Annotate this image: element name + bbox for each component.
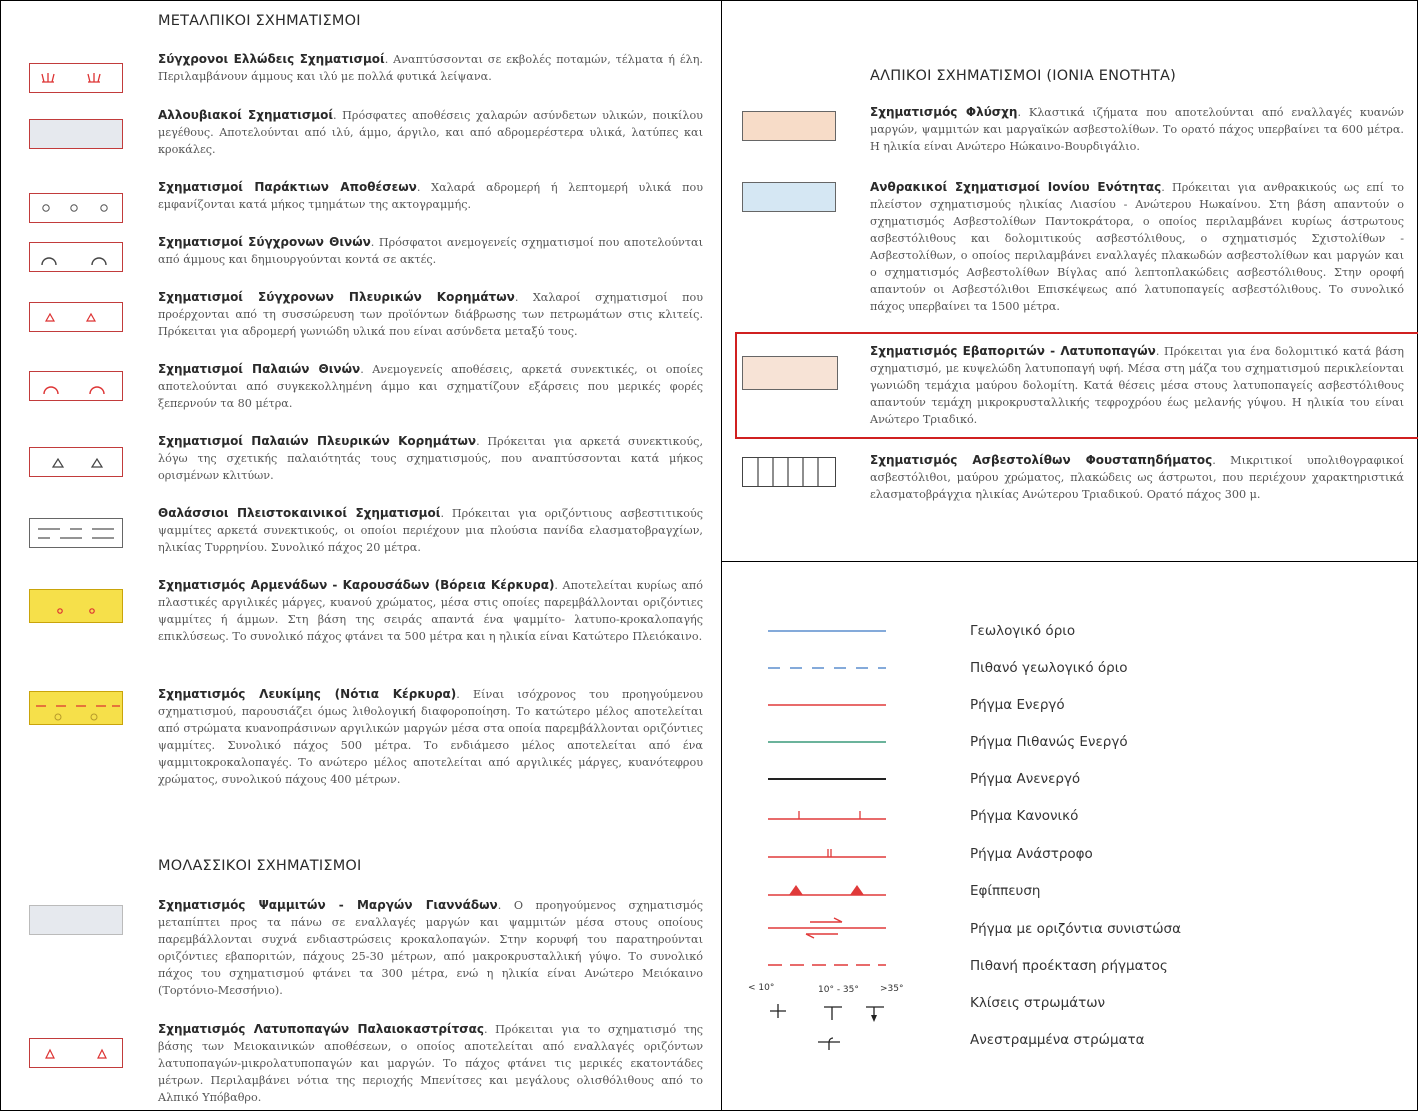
entry-coastal: Σχηματισμοί Παράκτιων Αποθέσεων. Χαλαρά αδρομερή ή λεπτομερή υλικά που εμφανίζονται κατά μήκος τμημάτων της ακτογραμμής.: [158, 180, 703, 211]
swatch-old-dunes: [29, 371, 123, 401]
entry-paleokastritsa: Σχηματισμός Λατυποπαγών Παλαιοκαστρίτσας. Πρόκειται για το σχηματισμό της βάσης των Μειοκαινικών αποθέσεων, ο οποίος αποτελείται από εναλλαγές οριζόντων λατυποπαγών-μικρολατυποπαγών και μαργών. Το πάχος φτάνει τις μερικές εκατοντάδες μέτρων. Περιλαμβάνει νότια της περιοχής Μπενίτσες και μεγάλους ολισθόλιθους από το Αλπικό Υπόβαθρο.: [158, 1022, 703, 1104]
legend-label: Ρήγμα με οριζόντια συνιστώσα: [970, 921, 1181, 937]
entry-foustapidima: Σχηματισμός Ασβεστολίθων Φουσταπηδήματος. Μικριτικοί υπολιθογραφικοί ασβεστόλιθοι, μαύρου χρώματος, πλακώδεις ως άστρωτοι, που περιέχουν χαρακτηριστικά ελασματοβράγχια ηλικίας Ανώτερου Τριαδικού. Ορατό πάχος 300 μ.: [870, 453, 1404, 501]
swatch-recent-dunes: [29, 242, 123, 272]
section-title-alpine: ΑΛΠΙΚΟΙ ΣΧΗΜΑΤΙΣΜΟΙ (ΙΟΝΙΑ ΕΝΟΤΗΤΑ): [870, 68, 1176, 84]
swatch-alluvial: [29, 119, 123, 149]
swatch-recent-scree: [29, 302, 123, 332]
legend-label: Εφίππευση: [970, 883, 1041, 899]
legend-label: Πιθανό γεωλογικό όριο: [970, 660, 1128, 676]
legend-label: Πιθανή προέκταση ρήγματος: [970, 958, 1168, 974]
dip-symbols: [762, 994, 902, 1026]
alpine-formations-panel: [722, 0, 1418, 562]
legend-label: Ρήγμα Κανονικό: [970, 808, 1079, 824]
dashes-circles-icon: [30, 692, 122, 724]
vertical-lines-icon: [743, 458, 837, 486]
arcs-icon: [30, 243, 122, 271]
triangles-icon: [30, 1039, 122, 1067]
overturned-beds-symbol: [812, 1030, 852, 1054]
swatch-pleistocene: [29, 518, 123, 548]
legend-label: Κλίσεις στρωμάτων: [970, 995, 1106, 1011]
reverse-fault-symbol: [762, 841, 892, 867]
dip-label-mid: 10° - 35°: [818, 985, 859, 995]
thrust-symbol: [762, 877, 892, 903]
probable-boundary-symbol: [762, 655, 892, 681]
swatch-paleokastritsa: [29, 1038, 123, 1068]
entry-giannades: Σχηματισμός Ψαμμιτών - Μαργών Γιαννάδων. Ο προηγούμενος σχηματισμός μεταπίπτει προς τα πάνω σε εναλλαγές μαργών και ψαμμιτών μέσα στους οποίους παρεμβάλλονται συχνά ενδιαστρώσεις κροκαλοπαγών. Στην κορυφή του παρατηρούνται οριζόντιες εβαποριτών, πάχους 25-30 μέτρων, από μακροκρυσταλλική γύψο. Το συνολικό πάχος του σχηματισμού φτάνει τα 300 μέτρα, ενώ η ηλικία είναι Ανώτερο Μειόκαινο (Τορτόνιο-Μεσσήνιο).: [158, 898, 703, 997]
section-title-molasse: ΜΟΛΑΣΣΙΚΟΙ ΣΧΗΜΑΤΙΣΜΟΙ: [158, 858, 362, 874]
inactive-fault-symbol: [762, 766, 892, 792]
swatch-carbonate: [742, 182, 836, 212]
swatch-flysch: [742, 111, 836, 141]
entry-recent-dunes: Σχηματισμοί Σύγχρονων Θινών. Πρόσφατοι ανεμογενείς σχηματισμοί που αποτελούνται από άμμους και δημιουργούνται κοντά σε ακτές.: [158, 235, 703, 266]
legend-label: Ρήγμα Πιθανώς Ενεργό: [970, 734, 1128, 750]
entry-recent-scree: Σχηματισμοί Σύγχρονων Πλευρικών Κορημάτων. Χαλαροί σχηματισμοί που προέρχονται από τη συσσώρευση των προϊόντων διάβρωσης των πετρωμάτων στις κλιτείς. Πρόκειται για αδρομερή γωνιώδη υλικά που είναι ασύνδετα μεταξύ τους.: [158, 290, 704, 338]
highlight-box: [735, 332, 1418, 439]
entry-old-dunes: Σχηματισμοί Παλαιών Θινών. Ανεμογενείς αποθέσεις, αρκετά συνεκτικές, οι οποίες αποτελούνται από συγκεκολλημένη άμμο και σχηματίζουν εξάρσεις που μερικές φορές ξεπερνούν τα 80 μέτρα.: [158, 362, 703, 410]
legend-label: Ρήγμα Ενεργό: [970, 697, 1065, 713]
active-fault-symbol: [762, 692, 892, 718]
entry-old-scree: Σχηματισμοί Παλαιών Πλευρικών Κορημάτων. Πρόκειται για αρκετά συνεκτικούς, λόγω της σχετικής παλαιότητάς τους σχηματισμούς, που αναπτύσσονται κατά μήκος ορισμένων κλιτύων.: [158, 434, 704, 482]
legend-label: Ρήγμα Ανάστροφο: [970, 846, 1093, 862]
section-title-metalpine: ΜΕΤΑΛΠΙΚΟΙ ΣΧΗΜΑΤΙΣΜΟΙ: [158, 13, 361, 29]
strike-slip-fault-symbol: [762, 913, 892, 943]
swatch-foustapidima: [742, 457, 836, 487]
entry-flysch: Σχηματισμός Φλύσχη. Κλαστικά ιζήματα που αποτελούνται από εναλλαγές κυανών μαργών, ψαμμιτών και μαργαϊκών ασβεστολίθων. Το ορατό πάχος υπερβαίνει τα 600 μέτρα. Η ηλικία είναι Ανώτερο Ηώκαινο-Βουρδιγάλιο.: [870, 105, 1404, 153]
normal-fault-symbol: [762, 803, 892, 829]
entry-marsh: Σύγχρονοι Ελλώδεις Σχηματισμοί. Αναπτύσσονται σε εκβολές ποταμών, τέλματα ή έλη. Περιλαμβάνουν άμμους και ιλύ με πολλά φυτικά λείψανα.: [158, 52, 703, 83]
probable-fault-extension-symbol: [762, 952, 892, 978]
geological-boundary-symbol: [762, 618, 892, 644]
swatch-marsh: [29, 63, 123, 93]
swatch-lefkimmi: [29, 691, 123, 725]
entry-lefkimmi: Σχηματισμός Λευκίμης (Νότια Κέρκυρα). Είναι ισόχρονος του προηγούμενου σχηματισμού, παρουσιάζει όμως λιθολογική διαφοροποίηση. Το κατώτερο μέλος αποτελείται από στρώματα κυανοπράσινων αργιλικών μαργών μέσα στα οποία παρεμβάλλονται οριζόντιες ψαμμίτες. Συνολικό πάχος 500 μέτρα. Το ενδιάμεσο μέλος αποτελείται από ένα ψαμμιτοκροκαλοπαγές. Το ανώτερο μέλος αποτελείται από αργιλικές μάργες, κυανότεφρου χρώματος, συνολικού πάχους 400 μέτρων.: [158, 687, 703, 786]
entry-carbonate: Ανθρακικοί Σχηματισμοί Ιονίου Ενότητας. Πρόκειται για ανθρακικούς ως επί το πλείστον σχηματισμούς ηλικίας Λιασίου - Ανώτερου Ηωκαίνου. Στη βάση απαντούν ο σχηματισμός Ασβεστολίθων Παντοκράτορα, ο οποίος περιλαμβάνει κυρίως άστρωτους ασβεστόλιθους και δολομιτικούς ασβεστόλιθους, ο σχηματισμός Σχιστολίθων - Ασβεστολίθων, ο οποίος περιλαμβάνει εναλλαγές πλακωδών ασβεστολίθων και μαργών και ο σχηματισμός Ασβεστολίθων Βίγλας από λεπτοπλακώδεις ασβεστόλιθους. Στην οροφή απαντούν οι Ασβεστόλιθοι Επισκέψεως από λατυποπαγείς ασβεστόλιθους. Το συνολικό πάχος υπερβαίνει τα 1500 μέτρα.: [870, 180, 1404, 313]
probably-active-fault-symbol: [762, 729, 892, 755]
triangles-icon: [30, 448, 122, 476]
swatch-giannades: [29, 905, 123, 935]
arcs-icon: [30, 372, 122, 400]
swatch-old-scree: [29, 447, 123, 477]
dip-label-low: < 10°: [748, 983, 775, 993]
line-symbols-legend: [722, 561, 1418, 1111]
entry-alluvial: Αλλουβιακοί Σχηματισμοί. Πρόσφατες αποθέσεις χαλαρών ασύνδετων υλικών, ποικίλου μεγέθους. Αποτελούνται από ιλύ, άμμο, άργιλο, και από αδρομερέστερα υλικά, λατύπες και κροκάλες.: [158, 108, 703, 156]
entry-pleistocene: Θαλάσσιοι Πλειστοκαινικοί Σχηματισμοί. Πρόκειται για οριζόντιους ασβεστιτικούς ψαμμίτες αρκετά συνεκτικούς, οι οποίοι περιέχουν μια πλούσια πανίδα ελασματοβραγχίων, ηλικίας Τυρρηνίου. Συνολικό πάχος 20 μέτρα.: [158, 506, 704, 554]
entry-evaporites: Σχηματισμός Εβαποριτών - Λατυποπαγών. Πρόκειται για ένα δολομιτικό κατά βάση σχηματισμό, με κυψελώδη λατυποπαγή υφή. Μέσα στη μάζα του σχηματισμού περικλείονται γωνιώδη τεμάχια μαύρου δολομίτη. Κατά θέσεις μέσα στους λατυποπαγείς ασβεστόλιθους απαντούν τεμάχη μικροκρυσταλλικής τεφροχρόου έως μελανής γύψου. Η ηλικία του είναι Ανώτερο Τριαδικό.: [870, 344, 1404, 426]
marsh-icon: [30, 64, 122, 92]
circles-icon: [30, 194, 122, 222]
dip-label-high: >35°: [880, 984, 904, 994]
dashes-icon: [30, 519, 122, 547]
swatch-armenades: [29, 589, 123, 623]
triangles-icon: [30, 303, 122, 331]
dots-icon: [30, 590, 122, 622]
legend-label: Ανεστραμμένα στρώματα: [970, 1032, 1145, 1048]
legend-label: Γεωλογικό όριο: [970, 623, 1076, 639]
legend-label: Ρήγμα Ανενεργό: [970, 771, 1081, 787]
swatch-coastal: [29, 193, 123, 223]
entry-armenades: Σχηματισμός Αρμενάδων - Καρουσάδων (Βόρεια Κέρκυρα). Αποτελείται κυρίως από πλαστικές αργιλικές μάργες, κυανού χρώματος, μέσα στις οποίες παρεμβάλλονται οριζόντιες ψαμμίτες ή άμμων. Στη βάση της σειράς απαντά ένα ψαμμίτο- λατυπο-κροκαλοπαγής επικλύσεως. Το συνολικό πάχος φτάνει τα 500 μέτρα και η ηλικία είναι Κατώτερο Πλειόκαινο.: [158, 578, 703, 643]
